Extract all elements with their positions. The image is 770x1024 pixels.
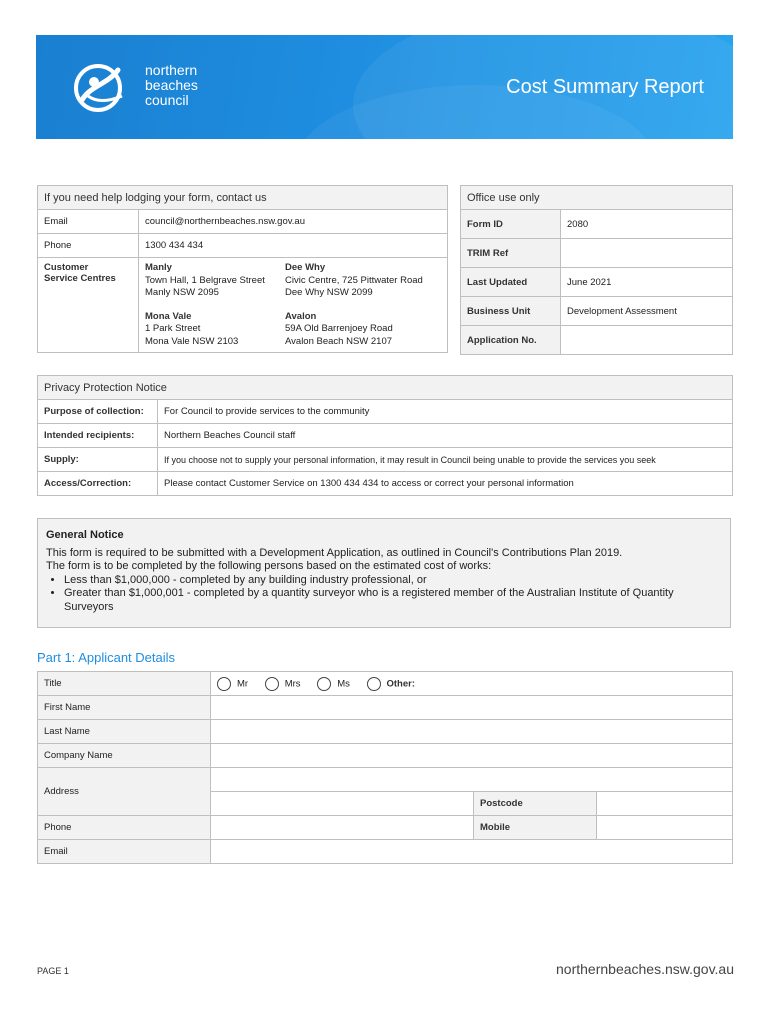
mobile-label: Mobile [474, 816, 597, 840]
phone-value: 1300 434 434 [139, 234, 448, 258]
phone-label-applicant: Phone [38, 816, 211, 840]
privacy-heading: Privacy Protection Notice [38, 376, 733, 400]
phone-label: Phone [38, 234, 139, 258]
title-option-mrs[interactable]: Mrs [265, 677, 301, 691]
address-field-line2[interactable] [211, 792, 474, 816]
help-contact-table [37, 185, 448, 353]
radio-icon[interactable] [367, 677, 381, 691]
office-heading: Office use only [461, 186, 733, 210]
application-no-label: Application No. [461, 326, 561, 355]
notice-bullet: • Greater than $1,000,001 - completed by a quantity surveyor who is a registered member of the Australian Institute of Quantity Surveyors [64, 587, 722, 614]
general-notice [37, 518, 731, 628]
last-name-field[interactable] [211, 720, 733, 744]
privacy-supply-label: Supply: [38, 448, 158, 472]
centres-label-line: Customer [44, 262, 89, 273]
first-name-field[interactable] [211, 696, 733, 720]
title-label: Title [38, 672, 211, 696]
office-use-table [460, 185, 733, 355]
privacy-recipients-value: Northern Beaches Council staff [158, 424, 733, 448]
email-field[interactable] [211, 840, 733, 864]
centre-mona-vale: Mona Vale 1 Park Street Mona Vale NSW 2103 [145, 310, 239, 347]
notice-line: This form is required to be submitted with a Development Application, as outlined in Council's Contributions Plan 2019. [46, 546, 623, 559]
centres-label [38, 258, 139, 353]
title-option-other[interactable]: Other: [367, 677, 416, 691]
org-name-line: council [145, 92, 189, 108]
privacy-purpose-label: Purpose of collection: [38, 400, 158, 424]
centre-manly: Manly Town Hall, 1 Belgrave Street Manly NSW 2095 [145, 262, 265, 298]
company-name-field[interactable] [211, 744, 733, 768]
phone-field[interactable] [211, 816, 474, 840]
address-field-line1[interactable] [211, 768, 733, 792]
title-options [211, 672, 733, 696]
notice-list [46, 574, 722, 615]
privacy-table [37, 375, 733, 496]
centres-list [139, 258, 448, 353]
mobile-field[interactable] [597, 816, 733, 840]
centres-label-line: Service Centres [44, 273, 116, 284]
radio-icon[interactable] [217, 677, 231, 691]
email-label-applicant: Email [38, 840, 211, 864]
footer-url[interactable]: northernbeaches.nsw.gov.au [556, 961, 734, 977]
trim-ref-label: TRIM Ref [461, 239, 561, 268]
page-number: PAGE 1 [37, 966, 69, 976]
centre-avalon: Avalon 59A Old Barrenjoey Road Avalon Beach NSW 2107 [285, 310, 393, 347]
centre-dee-why: Dee Why Civic Centre, 725 Pittwater Road Dee Why NSW 2099 [285, 262, 423, 298]
application-no-field[interactable] [561, 326, 733, 355]
section-title: Part 1: Applicant Details [37, 650, 176, 665]
org-name-line: beaches [145, 77, 198, 93]
last-updated-value: June 2021 [561, 268, 733, 297]
org-name-line: northern [145, 62, 198, 78]
last-updated-label: Last Updated [461, 268, 561, 297]
notice-bullet: • Less than $1,000,000 - completed by any building industry professional, or [64, 574, 722, 588]
form-id-value: 2080 [561, 210, 733, 239]
email-label: Email [38, 210, 139, 234]
privacy-access-value: Please contact Customer Service on 1300 434 434 to access or correct your personal information [158, 472, 733, 496]
title-option-ms[interactable]: Ms [317, 677, 350, 691]
business-unit-label: Business Unit [461, 297, 561, 326]
applicant-details-table [37, 671, 733, 864]
radio-icon[interactable] [265, 677, 279, 691]
postcode-field[interactable] [597, 792, 733, 816]
radio-icon[interactable] [317, 677, 331, 691]
postcode-label: Postcode [474, 792, 597, 816]
org-name [145, 63, 198, 108]
notice-line: The form is to be completed by the following persons based on the estimated cost of works: [46, 560, 492, 572]
council-logo-icon [68, 56, 132, 120]
email-value[interactable]: council@northernbeaches.nsw.gov.au [139, 210, 448, 234]
company-name-label: Company Name [38, 744, 211, 768]
address-label: Address [38, 768, 211, 816]
privacy-purpose-value: For Council to provide services to the community [158, 400, 733, 424]
form-id-label: Form ID [461, 210, 561, 239]
business-unit-value: Development Assessment [561, 297, 733, 326]
last-name-label: Last Name [38, 720, 211, 744]
privacy-access-label: Access/Correction: [38, 472, 158, 496]
page-title: Cost Summary Report [506, 76, 704, 98]
title-option-mr[interactable]: Mr [217, 677, 248, 691]
first-name-label: First Name [38, 696, 211, 720]
privacy-recipients-label: Intended recipients: [38, 424, 158, 448]
privacy-supply-value: If you choose not to supply your personal information, it may result in Council being unable to provide the services you seek [158, 448, 733, 472]
help-heading: If you need help lodging your form, contact us [38, 186, 448, 210]
notice-title: General Notice [46, 529, 124, 541]
trim-ref-field[interactable] [561, 239, 733, 268]
